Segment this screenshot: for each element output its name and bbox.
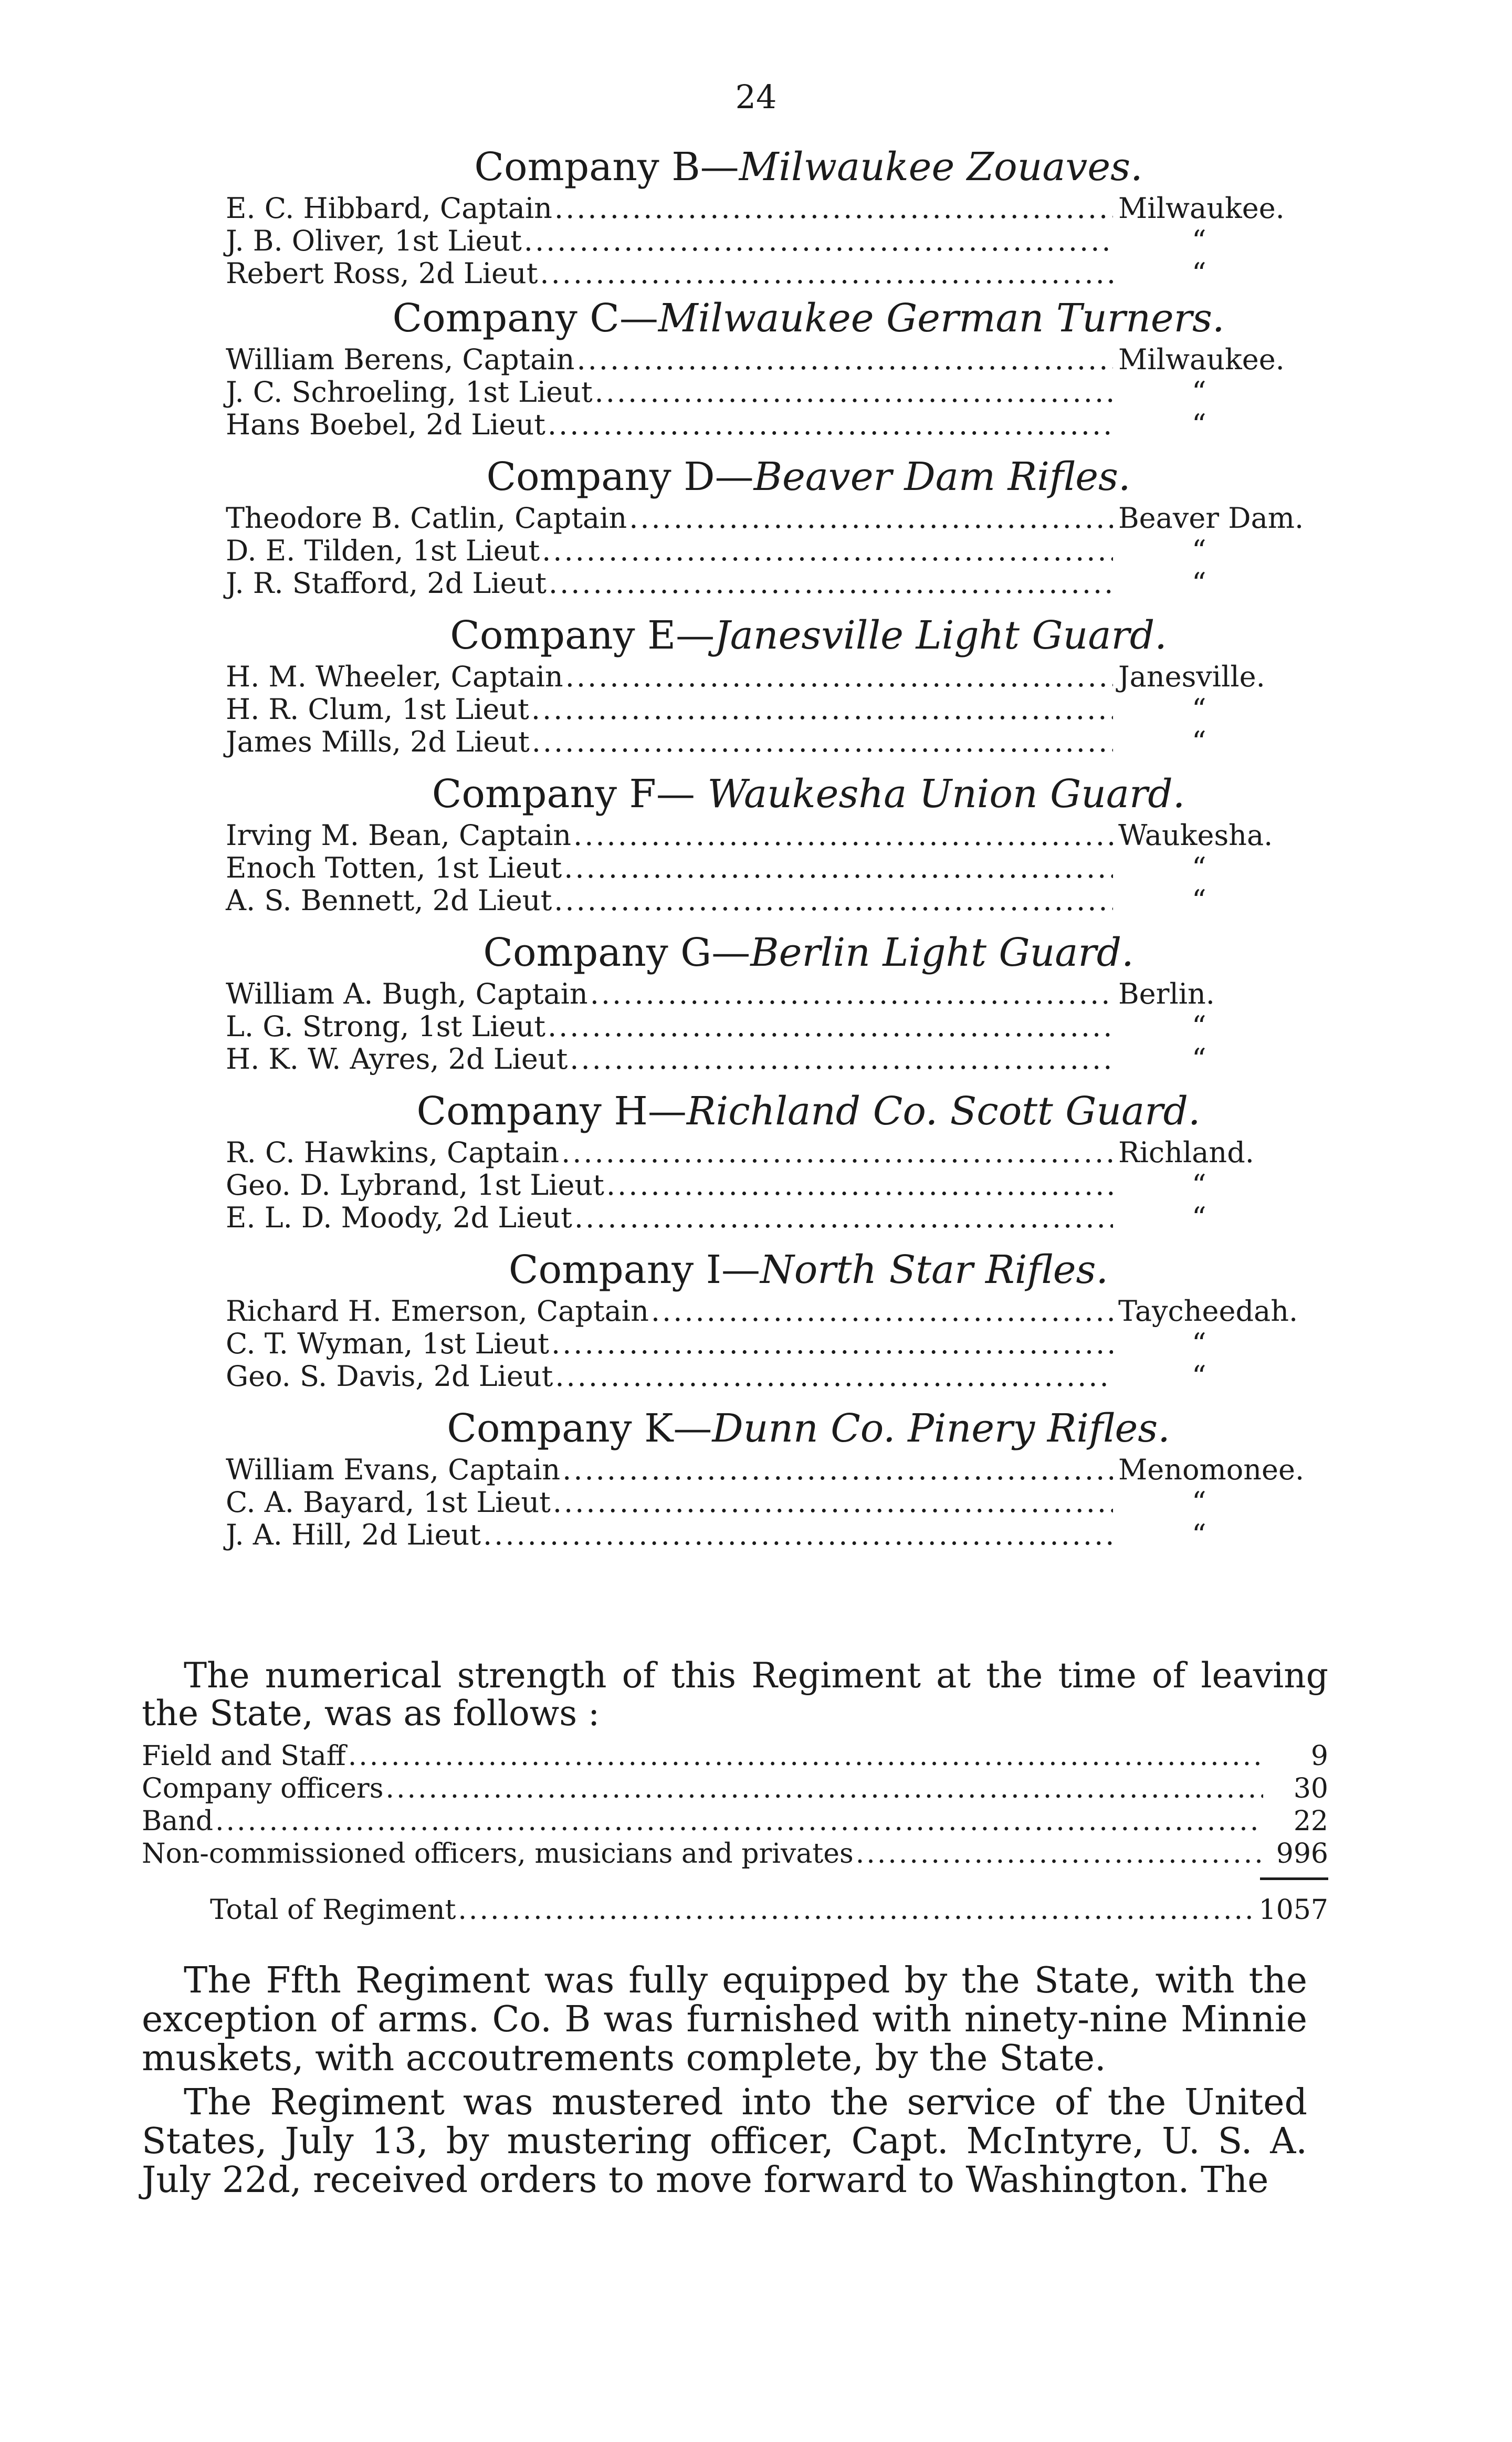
leader-dots — [548, 409, 1113, 441]
leader-dots — [542, 535, 1113, 567]
officer-name: D. E. Tilden, 1st Lieut — [226, 534, 540, 567]
strength-label: Non-commissioned officers, musicians and privates — [142, 1838, 854, 1870]
officer-row — [226, 1328, 1328, 1360]
company-label: Company H— — [416, 1089, 687, 1134]
officer-name: C. T. Wyman, 1st Lieut — [226, 1327, 549, 1360]
officer-place: “ — [1192, 884, 1206, 917]
officer-row — [226, 376, 1328, 409]
company-block — [226, 610, 1328, 758]
company-heading — [289, 293, 1328, 343]
officer-place: “ — [1192, 1201, 1206, 1234]
officer-name: James Mills, 2d Lieut — [226, 725, 530, 758]
officer-name: C. A. Bayard, 1st Lieut — [226, 1486, 551, 1519]
officer-name: Enoch Totten, 1st Lieut — [226, 851, 562, 884]
company-name: Janesville Light Guard. — [715, 613, 1167, 658]
leader-dots — [532, 726, 1113, 758]
officer-row — [226, 884, 1328, 917]
officer-row — [226, 1202, 1328, 1234]
leader-dots — [215, 1805, 1263, 1838]
strength-label: Field and Staff — [142, 1740, 346, 1772]
officer-row — [226, 1043, 1328, 1076]
leader-dots — [574, 1202, 1113, 1234]
company-name: North Star Rifles. — [760, 1247, 1109, 1292]
company-label: Company G— — [483, 930, 751, 975]
company-name: Richland Co. Scott Guard. — [686, 1089, 1201, 1134]
leader-dots — [531, 693, 1113, 726]
officer-place: “ — [1192, 693, 1206, 726]
officer-name: R. C. Hawkins, Captain — [226, 1136, 560, 1169]
company-block — [226, 927, 1328, 1076]
officer-name: William Berens, Captain — [226, 343, 575, 376]
leader-dots — [458, 1894, 1256, 1926]
company-block — [226, 142, 1328, 290]
leader-dots — [573, 819, 1113, 852]
officer-row — [226, 567, 1328, 600]
officer-place: “ — [1192, 1518, 1206, 1551]
leader-dots — [554, 192, 1113, 225]
officer-place: “ — [1192, 257, 1206, 290]
officer-row — [226, 1519, 1328, 1551]
strength-intro: The numerical strength of this Regiment at the time of leaving the State, was as follows : — [142, 1655, 1328, 1734]
company-block — [226, 452, 1328, 600]
strength-row — [142, 1838, 1328, 1870]
officer-row — [226, 225, 1328, 257]
officer-row — [226, 661, 1328, 693]
paragraph: The Ffth Regiment was fully equipped by the State, with the exception of arms. Co. B was furnished with ninety-nine Minnie muskets, with accoutrements complete, by the State. — [142, 1960, 1307, 2079]
officer-name: J. R. Stafford, 2d Lieut — [226, 567, 547, 600]
strength-row — [142, 1805, 1328, 1838]
officer-place: “ — [1192, 375, 1206, 409]
company-heading — [289, 927, 1328, 978]
officer-name: H. R. Clum, 1st Lieut — [226, 693, 529, 726]
company-name: Waukesha Union Guard. — [707, 771, 1185, 817]
officer-name: Richard H. Emerson, Captain — [226, 1295, 649, 1328]
officer-row — [226, 1136, 1328, 1169]
officer-row — [226, 1360, 1328, 1393]
company-label: Company E— — [450, 613, 715, 658]
officer-place: Menomonee. — [1118, 1453, 1305, 1486]
officer-name: Hans Boebel, 2d Lieut — [226, 408, 545, 441]
leader-dots — [555, 1360, 1113, 1393]
leader-dots — [856, 1838, 1263, 1870]
officer-row — [226, 693, 1328, 726]
officer-place: Waukesha. — [1118, 819, 1273, 852]
leader-dots — [606, 1169, 1113, 1202]
leader-dots — [553, 1486, 1113, 1519]
officer-name: H. K. W. Ayres, 2d Lieut — [226, 1042, 568, 1076]
officer-row — [226, 257, 1328, 290]
strength-label: Company officers — [142, 1773, 384, 1804]
officer-place: “ — [1192, 534, 1206, 567]
company-roster — [226, 142, 1328, 1551]
officer-name: William Evans, Captain — [226, 1453, 561, 1486]
officer-name: J. C. Schroeling, 1st Lieut — [226, 375, 593, 409]
paragraph: The Regiment was mustered into the service of the United States, July 13, by mustering officer, Capt. McIntyre, U. S. A. July 22d, received orders to move forward to Washington. The — [142, 2082, 1307, 2201]
officer-name: J. B. Oliver, 1st Lieut — [226, 224, 522, 257]
total-row — [210, 1894, 1328, 1926]
officer-name: Geo. S. Davis, 2d Lieut — [226, 1360, 553, 1393]
strength-value: 9 — [1310, 1740, 1328, 1772]
officer-place: Milwaukee. — [1118, 343, 1285, 376]
leader-dots — [554, 884, 1113, 917]
officer-name: E. C. Hibbard, Captain — [226, 192, 552, 225]
leader-dots — [483, 1519, 1113, 1551]
officer-name: William A. Bugh, Captain — [226, 977, 588, 1010]
officer-row — [226, 1486, 1328, 1519]
company-block — [226, 293, 1328, 441]
regiment-strength — [142, 1657, 1328, 1926]
company-label: Company B— — [474, 144, 739, 190]
company-label: Company F— — [432, 771, 708, 817]
leader-dots — [629, 502, 1113, 535]
officer-row — [226, 1295, 1328, 1328]
company-heading — [289, 610, 1328, 661]
company-block — [226, 1086, 1328, 1234]
officer-place: Beaver Dam. — [1118, 502, 1304, 535]
officer-name: J. A. Hill, 2d Lieut — [226, 1518, 481, 1551]
officer-row — [226, 192, 1328, 225]
leader-dots — [595, 376, 1113, 409]
company-name: Beaver Dam Rifles. — [753, 454, 1131, 499]
leader-dots — [576, 343, 1113, 376]
officer-row — [226, 535, 1328, 567]
officer-name: Theodore B. Catlin, Captain — [226, 502, 627, 535]
strength-label: Band — [142, 1806, 213, 1837]
officer-name: H. M. Wheeler, Captain — [226, 660, 563, 693]
company-block — [226, 769, 1328, 917]
leader-dots — [549, 567, 1113, 600]
officer-name: Irving M. Bean, Captain — [226, 819, 572, 852]
officer-row — [226, 1454, 1328, 1486]
total-label: Total of Regiment — [210, 1894, 456, 1926]
leader-dots — [565, 661, 1113, 693]
officer-name: Geo. D. Lybrand, 1st Lieut — [226, 1168, 604, 1202]
officer-place: “ — [1192, 224, 1206, 257]
officer-row — [226, 343, 1328, 376]
leader-dots — [590, 978, 1113, 1010]
officer-place: Richland. — [1118, 1136, 1254, 1169]
leader-dots — [564, 852, 1113, 884]
strength-row — [142, 1740, 1328, 1772]
company-label: Company I— — [508, 1247, 760, 1292]
officer-place: Milwaukee. — [1118, 192, 1285, 225]
leader-dots — [548, 1010, 1113, 1043]
leader-dots — [524, 225, 1113, 257]
strength-value: 996 — [1276, 1838, 1328, 1870]
officer-place: “ — [1192, 1010, 1206, 1043]
leader-dots — [561, 1136, 1113, 1169]
leader-dots — [540, 257, 1113, 290]
officer-row — [226, 409, 1328, 441]
officer-name: E. L. D. Moody, 2d Lieut — [226, 1201, 572, 1234]
officer-row — [226, 1169, 1328, 1202]
officer-row — [226, 726, 1328, 758]
leader-dots — [348, 1740, 1263, 1772]
strength-row — [142, 1772, 1328, 1805]
officer-place: “ — [1192, 851, 1206, 884]
officer-place: “ — [1192, 408, 1206, 441]
leader-dots — [570, 1043, 1113, 1076]
officer-place: Taycheedah. — [1118, 1295, 1298, 1328]
company-heading — [289, 1245, 1328, 1295]
page-number: 24 — [735, 78, 777, 116]
narrative-text — [142, 1961, 1307, 2205]
strength-value: 30 — [1293, 1773, 1328, 1804]
officer-name: Rebert Ross, 2d Lieut — [226, 257, 538, 290]
officer-place: “ — [1192, 567, 1206, 600]
officer-row — [226, 502, 1328, 535]
officer-row — [226, 1010, 1328, 1043]
officer-place: “ — [1192, 725, 1206, 758]
company-name: Dunn Co. Pinery Rifles. — [712, 1406, 1170, 1451]
leader-dots — [551, 1328, 1113, 1360]
company-heading — [289, 142, 1328, 192]
company-heading — [289, 1403, 1328, 1454]
officer-row — [226, 819, 1328, 852]
officer-name: A. S. Bennett, 2d Lieut — [226, 884, 552, 917]
total-value: 1057 — [1258, 1894, 1328, 1926]
company-block — [226, 1403, 1328, 1551]
officer-name: L. G. Strong, 1st Lieut — [226, 1010, 545, 1043]
company-name: Milwaukee German Turners. — [658, 296, 1225, 341]
company-block — [226, 1245, 1328, 1393]
leader-dots — [651, 1295, 1113, 1328]
company-label: Company K— — [447, 1406, 712, 1451]
company-name: Berlin Light Guard. — [750, 930, 1134, 975]
strength-value: 22 — [1293, 1806, 1328, 1837]
company-heading — [289, 1086, 1328, 1136]
company-label: Company D— — [486, 454, 754, 499]
officer-place: “ — [1192, 1042, 1206, 1076]
company-label: Company C— — [392, 296, 658, 341]
officer-row — [226, 978, 1328, 1010]
officer-place: Janesville. — [1118, 660, 1265, 693]
officer-place: “ — [1192, 1168, 1206, 1202]
officer-place: “ — [1192, 1327, 1206, 1360]
company-heading — [289, 769, 1328, 819]
leader-dots — [385, 1772, 1263, 1805]
sum-rule — [1260, 1877, 1328, 1880]
company-heading — [289, 452, 1328, 502]
company-name: Milwaukee Zouaves. — [739, 144, 1143, 190]
leader-dots — [562, 1454, 1113, 1486]
officer-place: Berlin. — [1118, 977, 1215, 1010]
officer-row — [226, 852, 1328, 884]
officer-place: “ — [1192, 1486, 1206, 1519]
officer-place: “ — [1192, 1360, 1206, 1393]
